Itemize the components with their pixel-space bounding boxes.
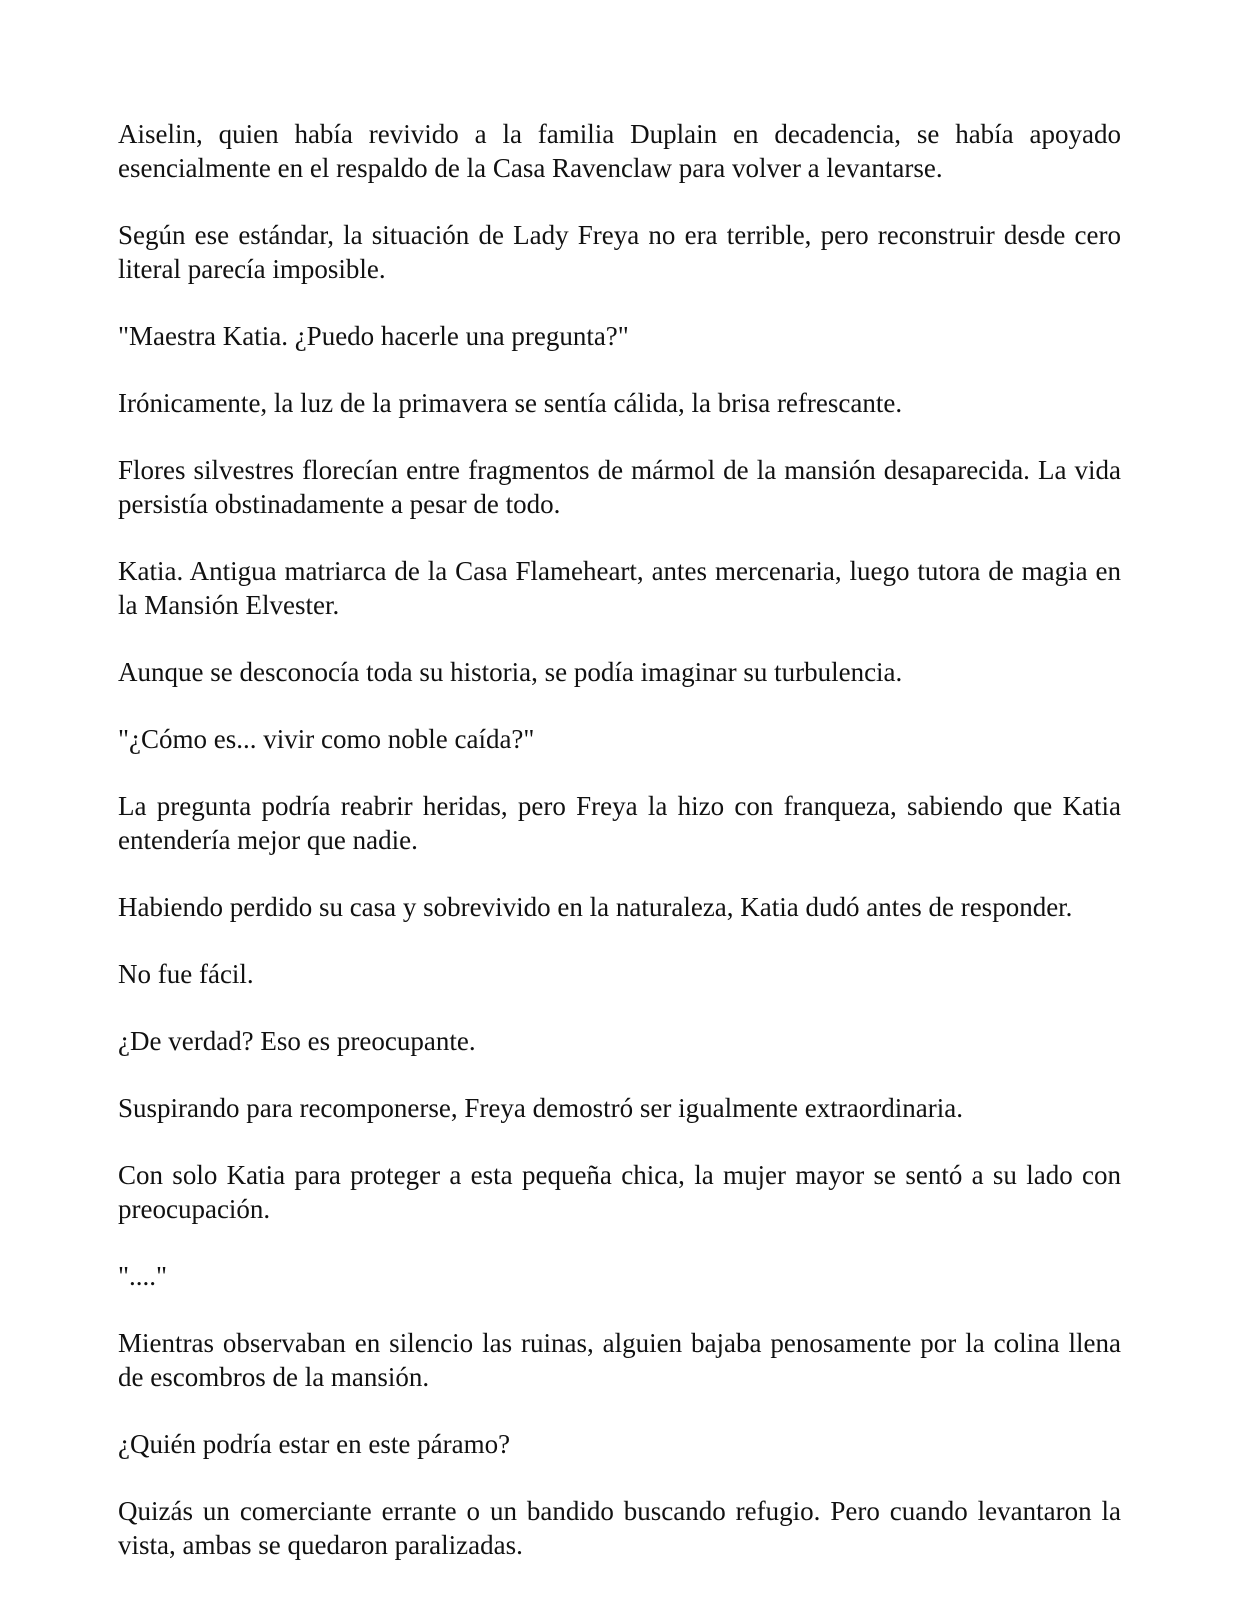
paragraph: Según ese estándar, la situación de Lady Freya no era terrible, pero reconstruir desde cero literal parecía imposible. (118, 220, 1121, 284)
paragraph: Aiselin, quien había revivido a la familia Duplain en decadencia, se había apoyado esencialmente en el respaldo de la Casa Ravenclaw para volver a levantarse. (118, 119, 1121, 183)
paragraph: "...." (118, 1261, 168, 1291)
paragraph: Mientras observaban en silencio las ruinas, alguien bajaba penosamente por la colina llena de escombros de la mansión. (118, 1328, 1121, 1392)
paragraph: ¿Quién podría estar en este páramo? (118, 1429, 511, 1459)
paragraph: Con solo Katia para proteger a esta pequeña chica, la mujer mayor se sentó a su lado con preocupación. (118, 1160, 1121, 1224)
paragraph: Katia. Antigua matriarca de la Casa Flameheart, antes mercenaria, luego tutora de magia en la Mansión Elvester. (118, 556, 1121, 620)
paragraph: No fue fácil. (118, 959, 254, 989)
paragraph: Suspirando para recomponerse, Freya demostró ser igualmente extraordinaria. (118, 1093, 963, 1123)
paragraph: Aunque se desconocía toda su historia, se podía imaginar su turbulencia. (118, 657, 903, 687)
paragraph: "¿Cómo es... vivir como noble caída?" (118, 724, 535, 754)
paragraph: ¿De verdad? Eso es preocupante. (118, 1026, 476, 1056)
paragraph: Flores silvestres florecían entre fragmentos de mármol de la mansión desaparecida. La vida persistía obstinadamente a pesar de todo. (118, 455, 1121, 519)
paragraph: "Maestra Katia. ¿Puedo hacerle una pregunta?" (118, 321, 629, 351)
paragraph: La pregunta podría reabrir heridas, pero Freya la hizo con franqueza, sabiendo que Katia entendería mejor que nadie. (118, 791, 1121, 855)
paragraph: Irónicamente, la luz de la primavera se sentía cálida, la brisa refrescante. (118, 388, 903, 418)
paragraph: Habiendo perdido su casa y sobrevivido en la naturaleza, Katia dudó antes de responder. (118, 892, 1073, 922)
document-page (118, 117, 1121, 1562)
paragraph: Quizás un comerciante errante o un bandido buscando refugio. Pero cuando levantaron la vista, ambas se quedaron paralizadas. (118, 1496, 1121, 1560)
